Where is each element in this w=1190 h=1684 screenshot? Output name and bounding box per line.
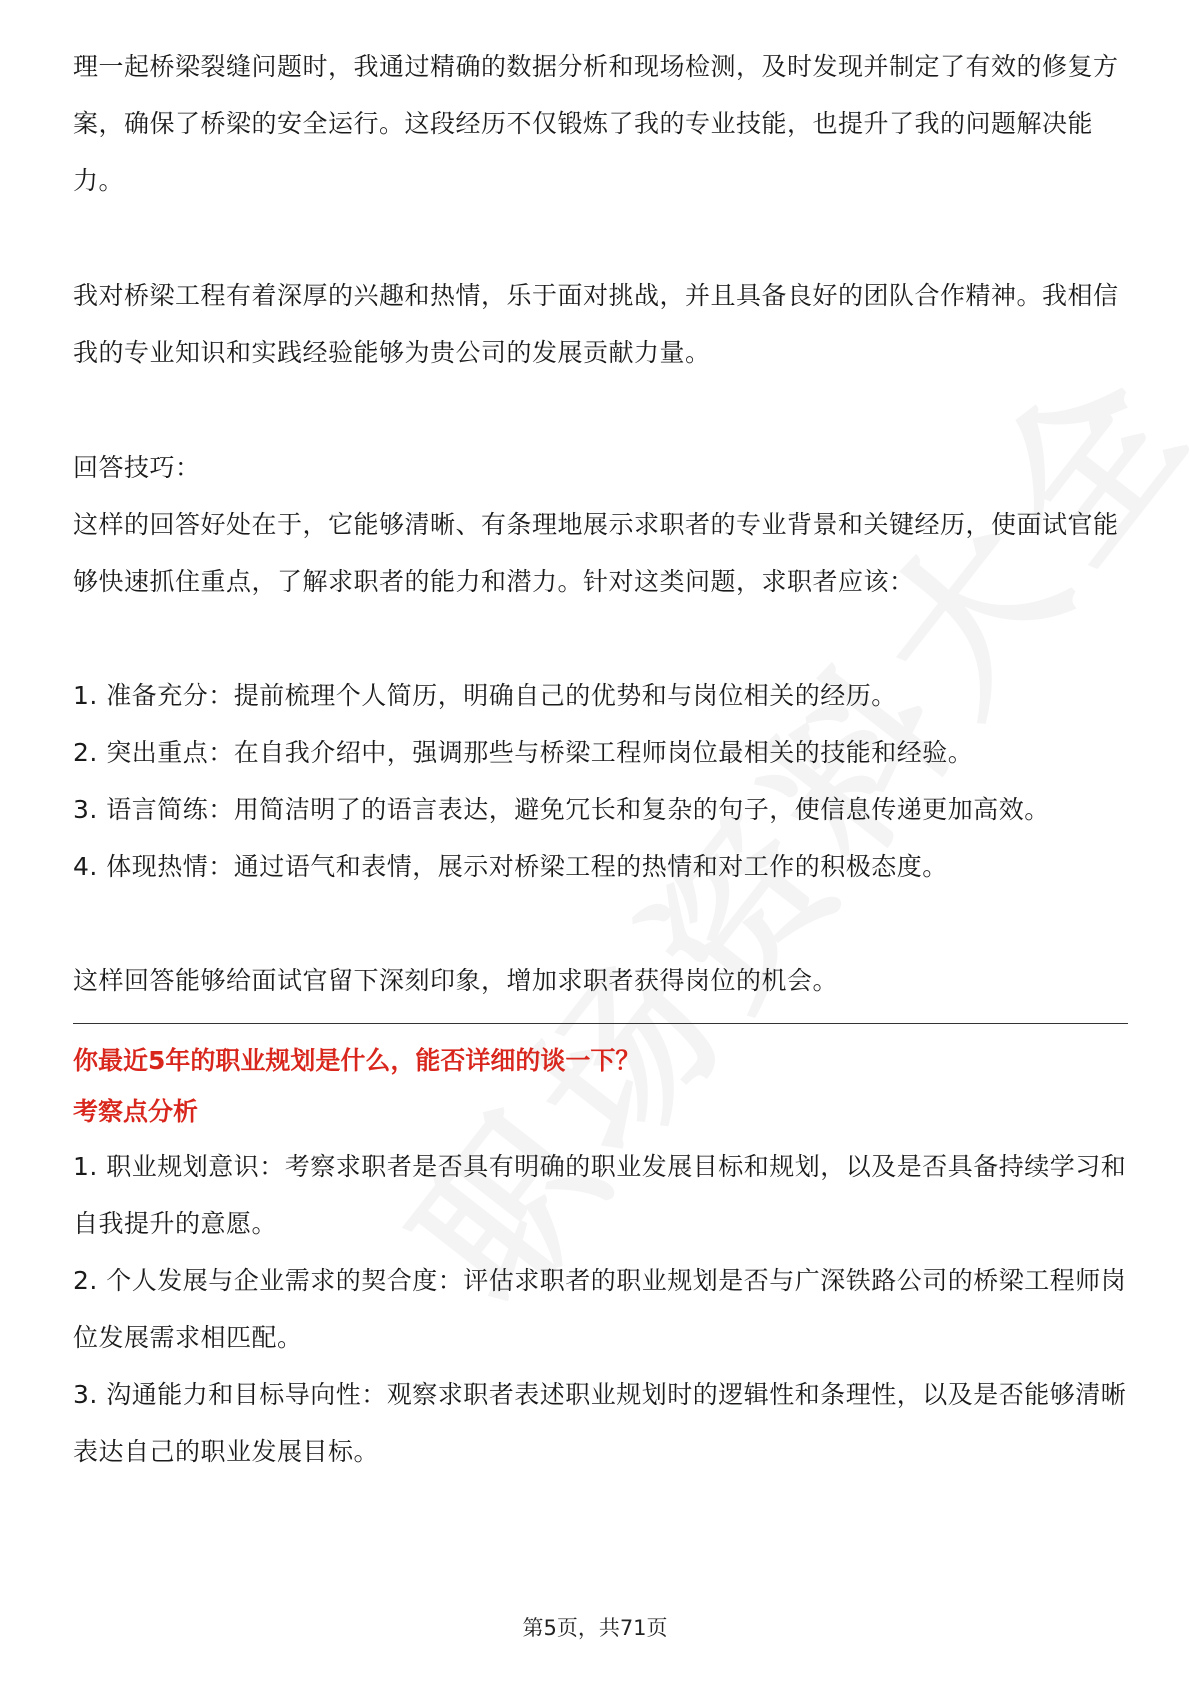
tips-item-3: 3. 语言简练：用简洁明了的语言表达，避免冗长和复杂的句子，使信息传递更加高效。 (73, 795, 1050, 824)
section-divider (73, 1023, 1128, 1024)
analysis-point-3: 3. 沟通能力和目标导向性：观察求职者表述职业规划时的逻辑性和条理性，以及是否能够清晰表达自己的职业发展目标。 (73, 1380, 1127, 1466)
analysis-point-1: 1. 职业规划意识：考察求职者是否具有明确的职业发展目标和规划，以及是否具备持续学习和自我提升的意愿。 (73, 1152, 1127, 1238)
spacer (73, 895, 1128, 952)
tips-item-2: 2. 突出重点：在自我介绍中，强调那些与桥梁工程师岗位最相关的技能和经验。 (73, 738, 974, 767)
tips-body: 这样的回答好处在于，它能够清晰、有条理地展示求职者的专业背景和关键经历，使面试官能够快速抓住重点，了解求职者的能力和潜力。针对这类问题，求职者应该： (73, 510, 1119, 596)
page-number: 第5页，共71页 (522, 1616, 668, 1640)
intro-paragraph-1: 理一起桥梁裂缝问题时，我通过精确的数据分析和现场检测，及时发现并制定了有效的修复方案，确保了桥梁的安全运行。这段经历不仅锻炼了我的专业技能，也提升了我的问题解决能力。 (73, 52, 1119, 195)
question-title: 你最近5年的职业规划是什么，能否详细的谈一下？ (73, 1046, 641, 1075)
spacer (73, 209, 1128, 267)
analysis-point-2: 2. 个人发展与企业需求的契合度：评估求职者的职业规划是否与广深铁路公司的桥梁工程师岗位发展需求相匹配。 (73, 1266, 1127, 1352)
document-page (73, 38, 1128, 1480)
spacer (73, 381, 1128, 439)
spacer (73, 610, 1128, 667)
tips-heading: 回答技巧： (73, 453, 201, 482)
analysis-heading: 考察点分析 (73, 1097, 199, 1126)
tips-item-4: 4. 体现热情：通过语气和表情，展示对桥梁工程的热情和对工作的积极态度。 (73, 852, 948, 881)
intro-paragraph-2: 我对桥梁工程有着深厚的兴趣和热情，乐于面对挑战，并且具备良好的团队合作精神。我相信我的专业知识和实践经验能够为贵公司的发展贡献力量。 (73, 281, 1119, 367)
tips-conclusion: 这样回答能够给面试官留下深刻印象，增加求职者获得岗位的机会。 (73, 966, 839, 995)
tips-item-1: 1. 准备充分：提前梳理个人简历，明确自己的优势和与岗位相关的经历。 (73, 681, 897, 710)
